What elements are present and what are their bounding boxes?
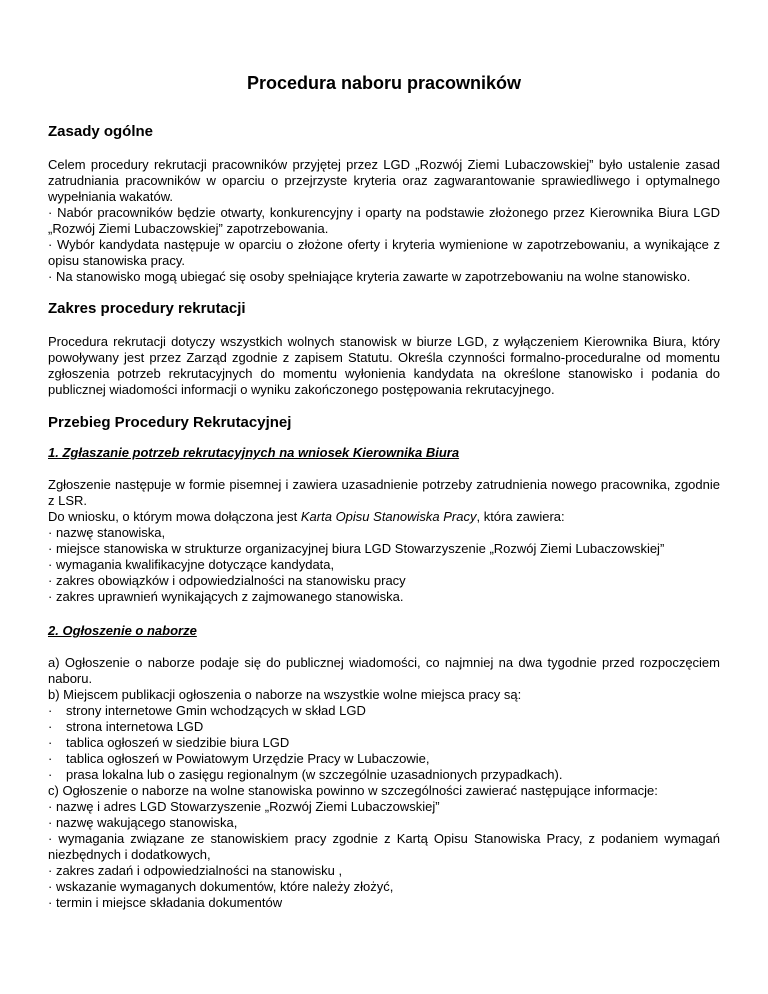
list-item-text: strony internetowe Gmin wchodzących w skład LGD — [66, 703, 366, 718]
list-item — [48, 719, 720, 735]
subsection-heading-2: 2. Ogłoszenie o naborze — [48, 623, 197, 638]
list-item-text: tablica ogłoszeń w siedzibie biura LGD — [66, 735, 290, 750]
paragraph: c) Ogłoszenie o naborze na wolne stanowiska powinno w szczególności zawierać następujące informacje: — [48, 783, 658, 798]
list-item: · zakres uprawnień wynikających z zajmowanego stanowiska. — [48, 589, 404, 604]
list-item — [48, 767, 720, 783]
document-body — [48, 122, 720, 911]
list-item-text: strona internetowa LGD — [66, 719, 204, 734]
section-heading-zakres: Zakres procedury rekrutacji — [48, 300, 246, 317]
list-item: · Nabór pracowników będzie otwarty, konkurencyjny i oparty na podstawie złożonego przez Kierownika Biura LGD „Rozwój Ziemi Lubaczowskiej” zapotrzebowania. — [48, 205, 720, 236]
list-item: · wskazanie wymaganych dokumentów, które należy złożyć, — [48, 879, 394, 894]
subsection-body-2 — [48, 655, 720, 911]
list-item: · zakres obowiązków i odpowiedzialności na stanowisku pracy — [48, 573, 406, 588]
list-item — [48, 751, 720, 767]
list-item: · nazwę stanowiska, — [48, 525, 166, 540]
bullet-dot: · — [48, 735, 53, 750]
intro-text: Do wniosku, o którym mowa dołączona jest — [48, 509, 301, 524]
paragraph: b) Miejscem publikacji ogłoszenia o naborze na wszystkie wolne miejsca pracy są: — [48, 687, 522, 702]
bullet-dot: · — [48, 751, 53, 766]
paragraph: Celem procedury rekrutacji pracowników przyjętej przez LGD „Rozwój Ziemi Lubaczowskiej” było ustalenie zasad zatrudniania pracowników w oparciu o przejrzyste kryteria oraz zagwarantowanie sprawiedliwego i optymalnego wypełniania wakatów. — [48, 157, 720, 204]
list-item: · nazwę wakującego stanowiska, — [48, 815, 238, 830]
subsection-heading-1: 1. Zgłaszanie potrzeb rekrutacyjnych na wniosek Kierownika Biura — [48, 445, 460, 460]
list-item: · Na stanowisko mogą ubiegać się osoby spełniające kryteria zawarte w zapotrzebowaniu na wolne stanowisko. — [48, 269, 691, 284]
list-item: · wymagania kwalifikacyjne dotyczące kandydata, — [48, 557, 335, 572]
list-item: · nazwę i adres LGD Stowarzyszenie „Rozwój Ziemi Lubaczowskiej” — [48, 799, 440, 814]
intro-italic-text: Karta Opisu Stanowiska Pracy — [300, 509, 477, 524]
paragraph-intro — [48, 509, 720, 525]
bullet-dot: · — [48, 719, 53, 734]
list-item: · termin i miejsce składania dokumentów — [48, 895, 283, 910]
page-title: Procedura naboru pracowników — [246, 73, 522, 93]
paragraph: Zgłoszenie następuje w formie pisemnej i zawiera uzasadnienie potrzeby zatrudnienia nowego pracownika, zgodnie z LSR. — [48, 477, 720, 508]
list-item-text: prasa lokalna lub o zasięgu regionalnym (w szczególnie uzasadnionych przypadkach). — [66, 767, 563, 782]
paragraph: a) Ogłoszenie o naborze podaje się do publicznej wiadomości, co najmniej na dwa tygodnie przed rozpoczęciem naboru. — [48, 655, 720, 686]
intro-text-end: , która zawiera: — [476, 509, 565, 524]
bullet-dot: · — [48, 767, 53, 782]
bullet-dot: · — [48, 703, 53, 718]
section-heading-przebieg: Przebieg Procedury Rekrutacyjnej — [48, 414, 292, 431]
list-item — [48, 703, 720, 719]
list-item: · Wybór kandydata następuje w oparciu o złożone oferty i kryteria wymienione w zapotrzebowaniu, a wynikające z opisu stanowiska pracy. — [48, 237, 720, 268]
section-zakres — [48, 299, 720, 398]
section-zasady — [48, 122, 720, 285]
list-item-text: tablica ogłoszeń w Powiatowym Urzędzie Pracy w Lubaczowie, — [66, 751, 430, 766]
list-item: · wymagania związane ze stanowiskiem pracy zgodnie z Kartą Opisu Stanowiska Pracy, z podaniem wymagań niezbędnych i dodatkowych, — [48, 831, 720, 862]
list-item: · zakres zadań i odpowiedzialności na stanowisku , — [48, 863, 343, 878]
paragraph: Procedura rekrutacji dotyczy wszystkich wolnych stanowisk w biurze LGD, z wyłączeniem Kierownika Biura, który powoływany jest przez Zarząd zgodnie z zapisem Statutu. Określa czynności formalno-proceduralne od momentu zgłoszenia potrzeb rekrutacyjnych do momentu wyłonienia kandydata na określone stanowisko i podania do publicznej wiadomości informacji o wyniku zakończonego postępowania rekrutacyjnego. — [48, 334, 720, 397]
section-przebieg — [48, 413, 720, 911]
list-item — [48, 735, 720, 751]
subsection-body-1 — [48, 477, 720, 605]
list-item: · miejsce stanowiska w strukturze organizacyjnej biura LGD Stowarzyszenie „Rozwój Ziemi Lubaczowskiej” — [48, 541, 665, 556]
section-heading-zasady: Zasady ogólne — [48, 123, 154, 140]
